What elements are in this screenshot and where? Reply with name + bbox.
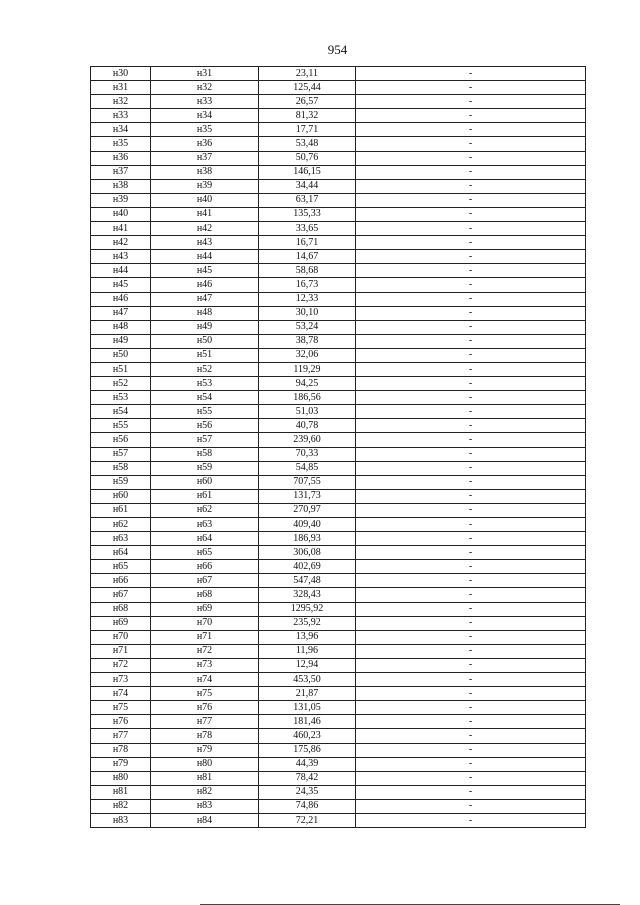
table-row	[91, 306, 586, 320]
point-to-cell: н53	[151, 377, 259, 391]
length-cell: 78,42	[259, 771, 356, 785]
point-from-cell: н63	[91, 532, 151, 546]
length-cell: 40,78	[259, 419, 356, 433]
length-cell: 30,10	[259, 306, 356, 320]
note-cell: -	[356, 785, 586, 799]
point-from-cell: н50	[91, 348, 151, 362]
note-cell: -	[356, 644, 586, 658]
point-from-cell: н42	[91, 236, 151, 250]
table-row	[91, 292, 586, 306]
length-cell: 44,39	[259, 757, 356, 771]
note-cell: -	[356, 616, 586, 630]
note-cell: -	[356, 771, 586, 785]
note-cell: -	[356, 687, 586, 701]
point-to-cell: н77	[151, 715, 259, 729]
length-cell: 51,03	[259, 405, 356, 419]
length-cell: 402,69	[259, 560, 356, 574]
point-to-cell: н40	[151, 193, 259, 207]
length-cell: 306,08	[259, 546, 356, 560]
point-to-cell: н55	[151, 405, 259, 419]
table-row	[91, 630, 586, 644]
point-from-cell: н72	[91, 658, 151, 672]
point-from-cell: н53	[91, 391, 151, 405]
note-cell: -	[356, 334, 586, 348]
table-row	[91, 377, 586, 391]
table-row	[91, 405, 586, 419]
point-to-cell: н39	[151, 179, 259, 193]
point-to-cell: н32	[151, 81, 259, 95]
point-from-cell: н67	[91, 588, 151, 602]
point-to-cell: н80	[151, 757, 259, 771]
point-from-cell: н45	[91, 278, 151, 292]
length-cell: 26,57	[259, 95, 356, 109]
table-row	[91, 320, 586, 334]
table-row	[91, 729, 586, 743]
table-body	[91, 67, 586, 828]
note-cell: -	[356, 137, 586, 151]
point-from-cell: н37	[91, 165, 151, 179]
note-cell: -	[356, 95, 586, 109]
point-to-cell: н34	[151, 109, 259, 123]
length-cell: 1295,92	[259, 602, 356, 616]
point-to-cell: н74	[151, 673, 259, 687]
point-to-cell: н51	[151, 348, 259, 362]
point-from-cell: н36	[91, 151, 151, 165]
length-cell: 547,48	[259, 574, 356, 588]
note-cell: -	[356, 574, 586, 588]
point-to-cell: н81	[151, 771, 259, 785]
point-from-cell: н43	[91, 250, 151, 264]
length-cell: 74,86	[259, 799, 356, 813]
table-row	[91, 264, 586, 278]
point-to-cell: н60	[151, 475, 259, 489]
length-cell: 50,76	[259, 151, 356, 165]
note-cell: -	[356, 518, 586, 532]
point-from-cell: н40	[91, 207, 151, 221]
table-row	[91, 278, 586, 292]
length-cell: 24,35	[259, 785, 356, 799]
note-cell: -	[356, 715, 586, 729]
note-cell: -	[356, 546, 586, 560]
length-cell: 235,92	[259, 616, 356, 630]
point-to-cell: н62	[151, 503, 259, 517]
note-cell: -	[356, 489, 586, 503]
note-cell: -	[356, 179, 586, 193]
point-to-cell: н68	[151, 588, 259, 602]
point-from-cell: н55	[91, 419, 151, 433]
length-cell: 12,33	[259, 292, 356, 306]
point-from-cell: н34	[91, 123, 151, 137]
note-cell: -	[356, 292, 586, 306]
point-from-cell: н46	[91, 292, 151, 306]
point-to-cell: н37	[151, 151, 259, 165]
length-cell: 54,85	[259, 461, 356, 475]
note-cell: -	[356, 673, 586, 687]
table-row	[91, 95, 586, 109]
table-row	[91, 207, 586, 221]
note-cell: -	[356, 532, 586, 546]
length-cell: 119,29	[259, 362, 356, 376]
length-cell: 58,68	[259, 264, 356, 278]
point-to-cell: н54	[151, 391, 259, 405]
note-cell: -	[356, 433, 586, 447]
length-cell: 181,46	[259, 715, 356, 729]
point-to-cell: н64	[151, 532, 259, 546]
point-from-cell: н77	[91, 729, 151, 743]
point-to-cell: н36	[151, 137, 259, 151]
table-row	[91, 757, 586, 771]
table-row	[91, 123, 586, 137]
table-row	[91, 813, 586, 827]
point-to-cell: н56	[151, 419, 259, 433]
note-cell: -	[356, 461, 586, 475]
table-row	[91, 771, 586, 785]
table-row	[91, 574, 586, 588]
note-cell: -	[356, 701, 586, 715]
note-cell: -	[356, 419, 586, 433]
page-number: 954	[327, 42, 348, 57]
note-cell: -	[356, 123, 586, 137]
point-to-cell: н47	[151, 292, 259, 306]
length-cell: 38,78	[259, 334, 356, 348]
point-from-cell: н60	[91, 489, 151, 503]
table-row	[91, 391, 586, 405]
point-to-cell: н50	[151, 334, 259, 348]
point-from-cell: н73	[91, 673, 151, 687]
point-from-cell: н31	[91, 81, 151, 95]
note-cell: -	[356, 377, 586, 391]
note-cell: -	[356, 757, 586, 771]
point-to-cell: н52	[151, 362, 259, 376]
table-row	[91, 179, 586, 193]
point-from-cell: н33	[91, 109, 151, 123]
length-cell: 33,65	[259, 222, 356, 236]
point-to-cell: н38	[151, 165, 259, 179]
length-cell: 13,96	[259, 630, 356, 644]
length-cell: 186,93	[259, 532, 356, 546]
point-from-cell: н76	[91, 715, 151, 729]
point-to-cell: н44	[151, 250, 259, 264]
point-to-cell: н75	[151, 687, 259, 701]
table-row	[91, 461, 586, 475]
point-from-cell: н66	[91, 574, 151, 588]
point-to-cell: н83	[151, 799, 259, 813]
note-cell: -	[356, 475, 586, 489]
point-from-cell: н47	[91, 306, 151, 320]
note-cell: -	[356, 151, 586, 165]
length-cell: 460,23	[259, 729, 356, 743]
table-row	[91, 447, 586, 461]
note-cell: -	[356, 362, 586, 376]
point-from-cell: н41	[91, 222, 151, 236]
note-cell: -	[356, 165, 586, 179]
note-cell: -	[356, 236, 586, 250]
table-row	[91, 362, 586, 376]
point-to-cell: н67	[151, 574, 259, 588]
point-to-cell: н35	[151, 123, 259, 137]
point-from-cell: н59	[91, 475, 151, 489]
table-row	[91, 785, 586, 799]
note-cell: -	[356, 447, 586, 461]
table-row	[91, 602, 586, 616]
note-cell: -	[356, 391, 586, 405]
point-to-cell: н57	[151, 433, 259, 447]
boundary-segments-table	[90, 66, 586, 828]
length-cell: 135,33	[259, 207, 356, 221]
table-row	[91, 222, 586, 236]
point-from-cell: н39	[91, 193, 151, 207]
point-to-cell: н45	[151, 264, 259, 278]
length-cell: 94,25	[259, 377, 356, 391]
table-row	[91, 644, 586, 658]
point-to-cell: н76	[151, 701, 259, 715]
table-row	[91, 616, 586, 630]
point-from-cell: н32	[91, 95, 151, 109]
note-cell: -	[356, 503, 586, 517]
point-from-cell: н30	[91, 67, 151, 81]
length-cell: 409,40	[259, 518, 356, 532]
table-row	[91, 546, 586, 560]
point-from-cell: н48	[91, 320, 151, 334]
point-from-cell: н81	[91, 785, 151, 799]
length-cell: 239,60	[259, 433, 356, 447]
point-to-cell: н72	[151, 644, 259, 658]
note-cell: -	[356, 799, 586, 813]
table-row	[91, 588, 586, 602]
point-to-cell: н58	[151, 447, 259, 461]
point-to-cell: н61	[151, 489, 259, 503]
note-cell: -	[356, 264, 586, 278]
point-from-cell: н70	[91, 630, 151, 644]
table-row	[91, 489, 586, 503]
point-to-cell: н71	[151, 630, 259, 644]
table-row	[91, 419, 586, 433]
point-to-cell: н63	[151, 518, 259, 532]
point-from-cell: н62	[91, 518, 151, 532]
note-cell: -	[356, 630, 586, 644]
point-to-cell: н43	[151, 236, 259, 250]
table-row	[91, 193, 586, 207]
point-to-cell: н65	[151, 546, 259, 560]
point-from-cell: н61	[91, 503, 151, 517]
length-cell: 16,73	[259, 278, 356, 292]
point-from-cell: н79	[91, 757, 151, 771]
length-cell: 11,96	[259, 644, 356, 658]
note-cell: -	[356, 278, 586, 292]
table-row	[91, 81, 586, 95]
length-cell: 53,48	[259, 137, 356, 151]
length-cell: 131,05	[259, 701, 356, 715]
table-row	[91, 532, 586, 546]
point-from-cell: н71	[91, 644, 151, 658]
note-cell: -	[356, 560, 586, 574]
length-cell: 32,06	[259, 348, 356, 362]
table-row	[91, 137, 586, 151]
point-from-cell: н57	[91, 447, 151, 461]
note-cell: -	[356, 320, 586, 334]
table-row	[91, 503, 586, 517]
length-cell: 270,97	[259, 503, 356, 517]
note-cell: -	[356, 405, 586, 419]
point-to-cell: н69	[151, 602, 259, 616]
note-cell: -	[356, 306, 586, 320]
note-cell: -	[356, 250, 586, 264]
note-cell: -	[356, 743, 586, 757]
table-row	[91, 799, 586, 813]
length-cell: 81,32	[259, 109, 356, 123]
table-row	[91, 165, 586, 179]
note-cell: -	[356, 813, 586, 827]
table-row	[91, 433, 586, 447]
table-row	[91, 687, 586, 701]
table-row	[91, 658, 586, 672]
length-cell: 23,11	[259, 67, 356, 81]
point-from-cell: н74	[91, 687, 151, 701]
point-to-cell: н73	[151, 658, 259, 672]
point-from-cell: н49	[91, 334, 151, 348]
point-from-cell: н52	[91, 377, 151, 391]
point-from-cell: н80	[91, 771, 151, 785]
point-from-cell: н51	[91, 362, 151, 376]
point-to-cell: н82	[151, 785, 259, 799]
table-row	[91, 673, 586, 687]
point-from-cell: н35	[91, 137, 151, 151]
table-row	[91, 743, 586, 757]
note-cell: -	[356, 67, 586, 81]
point-to-cell: н49	[151, 320, 259, 334]
point-from-cell: н83	[91, 813, 151, 827]
length-cell: 453,50	[259, 673, 356, 687]
length-cell: 186,56	[259, 391, 356, 405]
table-row	[91, 109, 586, 123]
note-cell: -	[356, 193, 586, 207]
note-cell: -	[356, 81, 586, 95]
table-row	[91, 250, 586, 264]
point-from-cell: н68	[91, 602, 151, 616]
table-row	[91, 348, 586, 362]
point-to-cell: н84	[151, 813, 259, 827]
point-from-cell: н82	[91, 799, 151, 813]
length-cell: 17,71	[259, 123, 356, 137]
length-cell: 14,67	[259, 250, 356, 264]
point-from-cell: н75	[91, 701, 151, 715]
table-row	[91, 475, 586, 489]
point-to-cell: н59	[151, 461, 259, 475]
point-to-cell: н70	[151, 616, 259, 630]
length-cell: 63,17	[259, 193, 356, 207]
point-from-cell: н58	[91, 461, 151, 475]
note-cell: -	[356, 207, 586, 221]
length-cell: 125,44	[259, 81, 356, 95]
length-cell: 707,55	[259, 475, 356, 489]
table-row	[91, 151, 586, 165]
point-to-cell: н31	[151, 67, 259, 81]
point-from-cell: н64	[91, 546, 151, 560]
length-cell: 175,86	[259, 743, 356, 757]
point-to-cell: н33	[151, 95, 259, 109]
point-to-cell: н42	[151, 222, 259, 236]
length-cell: 72,21	[259, 813, 356, 827]
point-to-cell: н78	[151, 729, 259, 743]
note-cell: -	[356, 658, 586, 672]
point-to-cell: н41	[151, 207, 259, 221]
point-from-cell: н56	[91, 433, 151, 447]
table-row	[91, 236, 586, 250]
note-cell: -	[356, 729, 586, 743]
point-from-cell: н44	[91, 264, 151, 278]
note-cell: -	[356, 348, 586, 362]
note-cell: -	[356, 222, 586, 236]
length-cell: 16,71	[259, 236, 356, 250]
point-to-cell: н46	[151, 278, 259, 292]
length-cell: 146,15	[259, 165, 356, 179]
point-to-cell: н48	[151, 306, 259, 320]
length-cell: 70,33	[259, 447, 356, 461]
table-row	[91, 518, 586, 532]
point-to-cell: н66	[151, 560, 259, 574]
point-from-cell: н38	[91, 179, 151, 193]
point-from-cell: н54	[91, 405, 151, 419]
point-from-cell: н69	[91, 616, 151, 630]
note-cell: -	[356, 602, 586, 616]
table-row	[91, 67, 586, 81]
table-row	[91, 560, 586, 574]
length-cell: 21,87	[259, 687, 356, 701]
length-cell: 328,43	[259, 588, 356, 602]
note-cell: -	[356, 109, 586, 123]
point-from-cell: н65	[91, 560, 151, 574]
table-row	[91, 334, 586, 348]
note-cell: -	[356, 588, 586, 602]
length-cell: 12,94	[259, 658, 356, 672]
length-cell: 34,44	[259, 179, 356, 193]
table-row	[91, 715, 586, 729]
point-to-cell: н79	[151, 743, 259, 757]
point-from-cell: н78	[91, 743, 151, 757]
length-cell: 53,24	[259, 320, 356, 334]
length-cell: 131,73	[259, 489, 356, 503]
table-row	[91, 701, 586, 715]
